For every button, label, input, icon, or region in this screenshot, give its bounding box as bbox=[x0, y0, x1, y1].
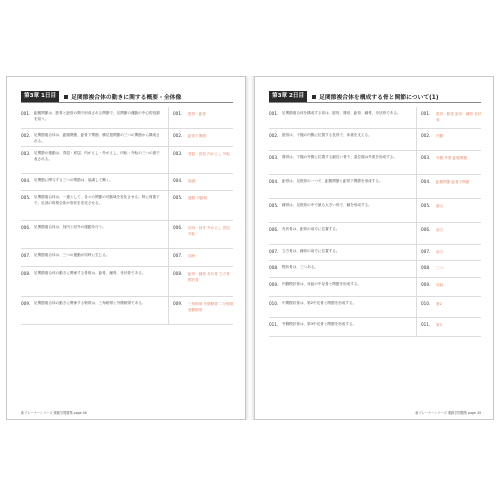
question-row bbox=[21, 191, 233, 221]
question-number: 004. bbox=[269, 179, 279, 184]
question-row bbox=[21, 174, 233, 191]
answer-number: 003. bbox=[173, 151, 183, 156]
column-divider bbox=[416, 245, 417, 260]
question-row bbox=[269, 261, 481, 278]
answer-text: 三つ bbox=[436, 266, 444, 270]
answer-number: 002. bbox=[421, 133, 431, 138]
answer-number: 008. bbox=[421, 265, 431, 270]
title-marker-icon bbox=[64, 95, 68, 99]
column-divider bbox=[416, 151, 417, 174]
question-row bbox=[269, 245, 481, 261]
answer-text: 母趾 bbox=[436, 283, 444, 287]
column-divider bbox=[168, 297, 169, 324]
book-gutter bbox=[246, 76, 254, 420]
question-row bbox=[21, 107, 233, 129]
answer-number: 002. bbox=[173, 133, 183, 138]
right-page-title: 足関節複合体を構成する骨と関節について(1) bbox=[319, 95, 439, 101]
column-divider bbox=[168, 174, 169, 190]
book-spread bbox=[6, 76, 494, 420]
question-text: 立方骨は、踵骨の前方に位置する。 bbox=[282, 249, 340, 253]
column-divider bbox=[168, 221, 169, 248]
column-divider bbox=[416, 318, 417, 336]
answer-text: 内側 bbox=[436, 134, 444, 138]
answer-number: 009. bbox=[421, 282, 431, 287]
question-number: 002. bbox=[269, 133, 279, 138]
question-text: 足関節複合体は、回内と回外の運動を行う。 bbox=[34, 225, 106, 229]
question-text: 距腿関節は、脛骨と距骨の間で形成される関節で、足関節の運動の中心的役割を担う。 bbox=[34, 111, 160, 122]
question-number: 011. bbox=[269, 322, 279, 327]
answer-text: 脛骨・距骨 bbox=[188, 112, 206, 116]
question-text: 足関節複合体は、一連として、各々の関節の可動域を変化させる。特に荷重下で、足部の骨格全体が形状を変化させる。 bbox=[34, 195, 160, 206]
column-divider bbox=[168, 249, 169, 266]
question-number: 003. bbox=[269, 155, 279, 160]
question-row bbox=[269, 297, 481, 318]
question-text: 足関節複合体は、距腿関節、距骨下関節、横足根関節の三つの関節から構成される。 bbox=[34, 133, 160, 144]
question-number: 009. bbox=[21, 301, 31, 306]
answer-text: 協調 bbox=[188, 179, 196, 183]
question-text: 足関節に関与する三つの関節は、協調して働く。 bbox=[34, 178, 113, 182]
question-number: 003. bbox=[21, 151, 31, 156]
answer-number: 007. bbox=[421, 249, 431, 254]
question-number: 005. bbox=[269, 203, 279, 208]
answer-number: 009. bbox=[173, 301, 183, 306]
right-chapter-label: 第3章 2日目 bbox=[269, 91, 307, 102]
answer-text: 背屈・底屈 内がえし 外転 bbox=[188, 152, 230, 156]
question-number: 001. bbox=[269, 111, 279, 116]
question-number: 007. bbox=[269, 249, 279, 254]
answer-text: 最大 bbox=[436, 204, 444, 208]
column-divider bbox=[416, 278, 417, 296]
question-row bbox=[269, 107, 481, 129]
column-divider bbox=[168, 107, 169, 128]
question-text: 踵骨は、足根骨の中で最も大きい骨で、踵を形成する。 bbox=[282, 203, 372, 207]
question-row bbox=[269, 278, 481, 297]
title-marker-icon bbox=[312, 95, 316, 99]
question-row bbox=[21, 267, 233, 297]
question-text: 足関節複合体の動きに関係する骨格は、距骨、踵骨、舟状骨である。 bbox=[34, 271, 146, 275]
answer-text: 同時 bbox=[188, 254, 196, 258]
answer-number: 006. bbox=[421, 227, 431, 232]
answer-text: 第2 bbox=[436, 302, 442, 306]
answer-number: 008. bbox=[173, 271, 183, 276]
answer-text: 第3 bbox=[436, 323, 442, 327]
question-text: 足関節複合体は、三つの運動が同時に生じる。 bbox=[34, 253, 110, 257]
column-divider bbox=[416, 223, 417, 244]
left-question-list bbox=[21, 107, 233, 325]
question-number: 006. bbox=[21, 225, 31, 230]
question-row bbox=[269, 175, 481, 199]
question-number: 004. bbox=[21, 178, 31, 183]
question-text: 舟状骨は、距骨の前方に位置する。 bbox=[282, 227, 340, 231]
answer-text: 外側 外果 距腿関節 bbox=[436, 156, 468, 160]
answer-number: 004. bbox=[421, 179, 431, 184]
question-text: 足関節の運動は、背屈・底屈、内がえし・外がえし、内転・外転の三つの面で表される。 bbox=[34, 151, 160, 162]
question-text: 足関節複合体を構成する骨は、脛骨、腓骨、距骨、踵骨、舟状骨である。 bbox=[282, 111, 401, 115]
question-number: 002. bbox=[21, 133, 31, 138]
left-page-title: 足関節複合体の動きに関する概要・全体像 bbox=[71, 95, 182, 101]
question-text: 楔状骨は、三つある。 bbox=[282, 265, 318, 269]
question-text: 内側楔状骨は、母趾の中足骨と関節を形成する。 bbox=[282, 282, 362, 286]
question-row bbox=[269, 223, 481, 245]
question-row bbox=[21, 249, 233, 267]
column-divider bbox=[416, 129, 417, 150]
answer-text: 三角靭帯 外側靭帯 二分靭帯 底側靭帯 bbox=[188, 302, 234, 313]
answer-text: 前方 bbox=[436, 250, 444, 254]
question-number: 008. bbox=[21, 271, 31, 276]
question-number: 001. bbox=[21, 111, 31, 116]
question-text: 外側楔状骨は、第3中足骨と関節を形成する。 bbox=[282, 322, 357, 326]
answer-text: 脛骨・腓骨 距骨・踵骨 舟状骨 bbox=[436, 112, 482, 123]
answer-text: 距骨下関節 bbox=[188, 134, 206, 138]
question-text: 中間楔状骨は、第2中足骨と関節を形成する。 bbox=[282, 301, 357, 305]
question-text: 腓骨は、下腿の外側に位置する細長い骨で、遠位端は外果を形成する。 bbox=[282, 155, 397, 159]
left-chapter-label: 第3章 1日目 bbox=[21, 91, 59, 102]
column-divider bbox=[168, 129, 169, 146]
question-number: 009. bbox=[269, 282, 279, 287]
question-number: 006. bbox=[269, 227, 279, 232]
column-divider bbox=[416, 261, 417, 277]
column-divider bbox=[416, 199, 417, 222]
left-page bbox=[6, 76, 246, 420]
left-footer: 新ブレーナーシリーズ 運動学問題集 page 48 bbox=[21, 411, 87, 415]
question-number: 005. bbox=[21, 195, 31, 200]
question-text: 距骨は、足根骨の一つで、距腿関節と距骨下関節を形成する。 bbox=[282, 179, 383, 183]
answer-number: 005. bbox=[421, 203, 431, 208]
question-number: 007. bbox=[21, 253, 31, 258]
question-text: 脛骨は、下腿の内側に位置する長骨で、体重を支える。 bbox=[282, 133, 372, 137]
question-row bbox=[269, 151, 481, 175]
answer-number: 004. bbox=[173, 178, 183, 183]
column-divider bbox=[416, 175, 417, 198]
right-page bbox=[254, 76, 494, 420]
question-number: 010. bbox=[269, 301, 279, 306]
answer-number: 006. bbox=[173, 225, 183, 230]
answer-text: 回内・回外 外がえし 背屈 外転 bbox=[188, 226, 230, 237]
answer-number: 007. bbox=[173, 253, 183, 258]
answer-text: 連鎖 可動域 bbox=[188, 196, 208, 200]
question-row bbox=[21, 297, 233, 325]
answer-number: 003. bbox=[421, 155, 431, 160]
column-divider bbox=[168, 191, 169, 220]
answer-number: 011. bbox=[421, 322, 431, 327]
right-question-list bbox=[269, 107, 481, 337]
question-row bbox=[21, 147, 233, 174]
question-row bbox=[269, 199, 481, 223]
question-row bbox=[269, 318, 481, 337]
answer-number: 001. bbox=[173, 111, 183, 116]
answer-text: 距骨・踵骨 舟状骨 立方骨 楔状骨 bbox=[188, 272, 230, 283]
question-number: 008. bbox=[269, 265, 279, 270]
column-divider bbox=[168, 147, 169, 173]
question-row bbox=[21, 129, 233, 147]
column-divider bbox=[416, 107, 417, 128]
question-row bbox=[21, 221, 233, 249]
column-divider bbox=[416, 297, 417, 317]
right-header bbox=[269, 91, 481, 103]
left-header bbox=[21, 91, 233, 103]
question-row bbox=[269, 129, 481, 151]
question-text: 足関節複合体の動きに関係する靭帯は、三角靭帯と外側靭帯である。 bbox=[34, 301, 146, 305]
answer-number: 005. bbox=[173, 195, 183, 200]
right-footer: 新ブレーナーシリーズ 運動学問題集 page 49 bbox=[415, 411, 481, 415]
column-divider bbox=[168, 267, 169, 296]
answer-text: 距腿関節 距骨下関節 bbox=[436, 180, 470, 184]
answer-text: 前方 bbox=[436, 228, 444, 232]
answer-number: 010. bbox=[421, 301, 431, 306]
answer-number: 001. bbox=[421, 111, 431, 116]
